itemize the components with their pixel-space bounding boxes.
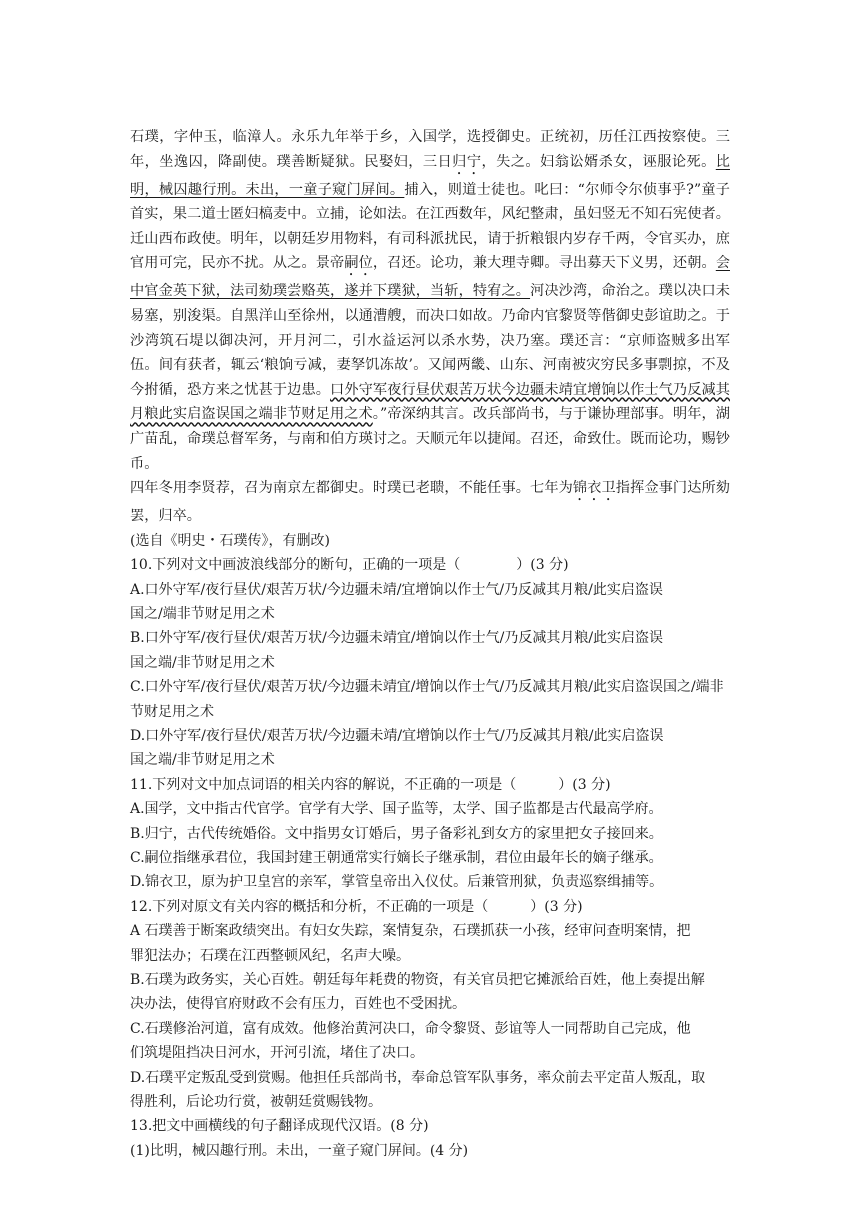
passage-text: 。”帝深纳其言。改兵部尚书，与于谦协理部事。明年，湖广苗乱，命璞总督军务，与南和伯方瑛讨之。天顺元年以捷闻。召还，命致仕。既而论功，赐钞币。 bbox=[130, 406, 730, 472]
passage-text: ，失之。妇翁讼婿杀女，诬服论死。 bbox=[481, 153, 716, 170]
question-12-stem: 12.下列对原文有关内容的概括和分析，不正确的一项是（ ）(3 分) bbox=[130, 898, 583, 915]
option-12-b: B.石璞为政务实，关心百姓。朝廷每年耗费的物资，有关官员把它摊派给百姓，他上奏提出解 bbox=[130, 972, 705, 989]
dotted-term-guining: 归宁 bbox=[452, 153, 482, 170]
passage-paragraph-2 bbox=[130, 476, 730, 529]
option-11-b: B.归宁，古代传统婚俗。文中指男女订婚后，男子备彩礼到女方的家里把女子接回来。 bbox=[130, 825, 663, 842]
option-12-c: C.石璞修治河道，富有成效。他修治黄河决口，命令黎贤、彭谊等人一同帮助自己完成，他 bbox=[130, 1020, 691, 1037]
option-10-d: D.口外守军/夜行昼伏/艰苦万状/今边疆未靖/宜增饷以作士气/乃反减其月粮/此实启盗误 bbox=[130, 727, 664, 744]
passage-text: 河决沙湾，命治之。璞以决口未易塞，别浚渠。自黑洋山至徐州，以通漕艘，而决口如故。乃命内官黎贤等偕御史彭谊助之。于沙湾筑石堤以御决河，开月河二，引水益运河以杀水势，决乃塞。璞还言：“京师盗贼多出军伍。间有获者，辄云‘粮饷亏减，妻孥饥冻故’。又闻两畿、山东、河南被灾穷民多事剽掠，不及今拊循，恐方来之忧甚于边患。 bbox=[130, 283, 730, 398]
option-12-d-cont: 得胜利，后论功行赏，被朝廷赏赐钱物。 bbox=[130, 1094, 382, 1111]
option-12-c-cont: 们筑堤阻挡决日河水，开河引流，堵住了决口。 bbox=[130, 1045, 424, 1062]
question-11-stem: 11.下列对文中加点词语的相关内容的解说，不正确的一项是（ ）(3 分) bbox=[130, 776, 611, 793]
option-11-c: C.嗣位指继承君位，我国封建王朝通常实行嫡长子继承制，君位由最年长的嫡子继承。 bbox=[130, 850, 663, 866]
option-12-a-cont: 罪犯法办；石璞在江西整顿风纪，名声大噪。 bbox=[130, 947, 410, 964]
option-10-c: C.口外守军/夜行昼伏/艰苦万状/今边疆未靖宜/增饷以作士气/乃反减其月粮/此实启盗误国之/端非节财足用之术 bbox=[130, 679, 724, 720]
option-12-d: D.石璞平定叛乱受到赏赐。他担任兵部尚书，奉命总管军队事务，率众前去平定苗人叛乱，取 bbox=[130, 1069, 706, 1086]
option-10-a: A.口外守军/夜行昼伏/艰苦万状/今边疆未靖/宜增饷以作士气/乃反减其月粮/此实启盗误 bbox=[130, 581, 663, 598]
passage-text: 捕入，则道士徒也。叱曰：“尔师令尔侦事乎?”童子首实，果二道士匿妇槁麦中。立捕，论如法。在江西数年，风纪整肃，虽妇竖无不知石宪使者。迁山西布政使。明年，以朝廷岁用物料，有司科派扰民，请于折粮银内岁存千两，令官买办，庶官用可完，民亦不扰。从之。景帝 bbox=[130, 181, 730, 272]
question-13 bbox=[130, 1114, 730, 1163]
option-11-a: A.国学，文中指古代官学。官学有大学、国子监等，太学、国子监都是古代最高学府。 bbox=[130, 801, 663, 818]
option-10-d-cont: 国之端/非节财足用之术 bbox=[130, 752, 275, 769]
option-11-d: D.锦衣卫，原为护卫皇宫的亲军，掌管皇帝出入仪仗。后兼管刑狱，负责巡察缉捕等。 bbox=[130, 874, 664, 891]
option-12-a: A 石璞善于断案政绩突出。有妇女失踪，案情复杂，石璞抓获一小孩，经审问查明案情，把 bbox=[130, 923, 691, 940]
underlined-sentence-2: 会中官金英下狱，法司劾璞尝赂英，遂并下璞狱，当斩，特宥之。 bbox=[130, 255, 730, 300]
question-10 bbox=[130, 553, 730, 773]
option-10-b-cont: 国之端/非节财足用之术 bbox=[130, 654, 275, 671]
wavy-underlined-passage: 口外守军夜行昼伏艰苦万状今边疆未靖宜增饷以作士气乃反减其月粮此实启盗误国之端非节财足用之术 bbox=[130, 381, 730, 423]
option-12-b-cont: 决办法，使得官府财政不会有压力，百姓也不受困扰。 bbox=[130, 996, 466, 1013]
question-13-item-1: (1)比明，械囚趣行刑。未出，一童子窥门屏间。(4 分) bbox=[130, 1142, 469, 1159]
option-10-a-cont: 国之/端非节财足用之术 bbox=[130, 605, 275, 622]
passage-text: ，召还。论功，兼大理寺卿。寻出募天下义男，还朝。 bbox=[372, 255, 716, 272]
question-13-stem: 13.把文中画横线的句子翻译成现代汉语。(8 分) bbox=[130, 1118, 429, 1135]
passage-paragraph-1 bbox=[130, 125, 730, 476]
dotted-term-siwei: 嗣位 bbox=[344, 255, 373, 272]
question-10-stem: 10.下列对文中画波浪线部分的断句，正确的一项是（ ）(3 分) bbox=[130, 557, 569, 574]
option-10-b: B.口外守军/夜行昼伏/艰苦万状/今边疆未靖宜/增饷以作士气/乃反减其月粮/此实启盗误 bbox=[130, 630, 664, 647]
document-page bbox=[130, 125, 730, 1163]
question-11 bbox=[130, 773, 730, 895]
passage-text: 指挥佥事门达所劾罢，归卒。 bbox=[130, 480, 730, 525]
passage-source: (选自《明史・石璞传》，有删改) bbox=[130, 532, 330, 549]
passage-text: 四年冬用李贤荐，召为南京左都御史。时璞已老聩，不能任事。七年为 bbox=[130, 480, 573, 497]
passage-text: 石璞，字仲玉，临漳人。永乐九年举于乡，入国学，选授御史。正统初，历任江西按察使。三年，坐逸囚，降副使。璞善断疑狱。民娶妇，三日 bbox=[130, 129, 730, 170]
dotted-term-jinyiwei: 锦衣卫 bbox=[572, 480, 616, 497]
question-12 bbox=[130, 895, 730, 1115]
underlined-sentence-1: 比明，械囚趣行刑。未出，一童子窥门屏间。 bbox=[130, 153, 730, 198]
